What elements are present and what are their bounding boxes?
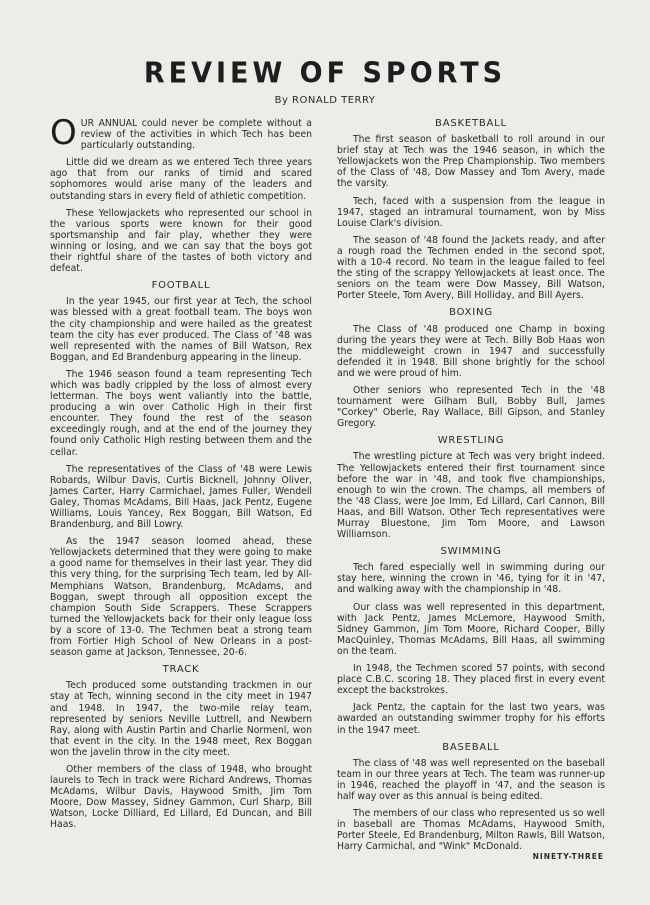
swimming-paragraph-1: Tech fared especially well in swimming during our stay here, winning the crown in '46, tying for it in '47, and walking away with the championship in '48. <box>337 562 605 596</box>
section-heading-swimming: SWIMMING <box>440 546 502 558</box>
boxing-paragraph-2: Other seniors who represented Tech in the '48 tournament were Gilham Bull, Bobby Bull, James "Corkey" Oberle, Ray Wallace, Bill Gipson, and Stanley Gregory. <box>337 384 605 430</box>
baseball-paragraph-2: The members of our class who represented us so well in baseball are Thomas McAdams, Haywood Smith, Porter Steele, Ed Brandenburg, Milton Rawls, Bill Watson, Harry Carmichal, and "Wink" McDonald. <box>337 808 605 853</box>
wrestling-paragraph-1: The wrestling picture at Tech was very bright indeed. The Yellowjackets entered their first tournament since before the war in '48, and took five championships, enough to win the crown. The champs, all members of the '48 Class, were Joe Imm, Ed Lillard, Carl Cannon, Bill Haas, and Bill Watson. Other Tech representatives were Murray Bluestone, Jim Tom Moore, and Lawson Williamson. <box>337 451 605 541</box>
intro-paragraph-2: Little did we dream as we entered Tech three years ago that from our ranks of timid and scared sophomores would arise many of the leaders and outstanding stars in every field of athletic competition. <box>50 157 312 202</box>
basketball-paragraph-1: The first season of basketball to roll around in our brief stay at Tech was the 1946 season, in which the Yellowjackets won the Prep Championship. Two members of the Class of '48, Dow Massey and Tom Avery, made the varsity. <box>337 134 605 190</box>
intro-paragraph-3: These Yellowjackets who represented our school in the various sports were known for their good sportsmanship and fair play, whether they were winning or losing, and we can say that the boys got their rightful share of the tastes of both victory and defeat. <box>50 207 312 275</box>
football-paragraph-2: The 1946 season found a team representing Tech which was badly crippled by the loss of almost every letterman. The boys went valiantly into the battle, producing a win over Catholic High in their first encounter. They found the rest of the season exceedingly rough, and at the end of the journey they found only Catholic High resting between them and the cellar. <box>50 368 312 458</box>
section-heading-baseball: BASEBALL <box>442 741 500 753</box>
basketball-paragraph-3: The season of '48 found the Jackets ready, and after a rough road the Techmen ended in the second spot, with a 10-4 record. No team in the league failed to feel the sting of the scrappy Yellowjackets at least once. The seniors on the team were Dow Massey, Bill Watson, Porter Steele, Tom Avery, Bill Holliday, and Bill Ayers. <box>337 234 605 302</box>
byline: By RONALD TERRY <box>274 95 376 106</box>
drop-cap: O <box>50 113 77 153</box>
swimming-paragraph-3: In 1948, the Techmen scored 57 points, with second place C.B.C. scoring 18. They placed first in every event except the backstrokes. <box>337 663 605 697</box>
swimming-paragraph-2: Our class was well represented in this department, with Jack Pentz, James McLemore, Haywood Smith, Sidney Gammon, Jim Tom Moore, Richard Cooper, Billy MacQuinley, Thomas McAdams, Bill Haas, all swimming on the team. <box>337 601 605 657</box>
boxing-paragraph-1: The Class of '48 produced one Champ in boxing during the years they were at Tech. Billy Bob Haas won the middleweight crown in 1947 and successfully defended it in 1948. Bill shone brightly for the school and we were proud of him. <box>337 323 605 379</box>
section-heading-boxing: BOXING <box>449 307 493 319</box>
track-paragraph-1: Tech produced some outstanding trackmen in our stay at Tech, winning second in the city meet in 1947 and 1948. In 1947, the two-mile relay team, represented by seniors Neville Luttrell, and Newbern Ray, along with Austin Partin and Charlie Normenl, won that event in the city. In the 1948 meet, Rex Boggan won the javelin throw in the city meet. <box>50 680 312 758</box>
section-heading-track: TRACK <box>162 664 200 676</box>
intro-text: UR ANNUAL could never be complete without a review of the activities in which Tech has been particularly outstanding. <box>80 118 312 152</box>
page-title: REVIEW OF SPORTS <box>143 57 507 90</box>
intro-paragraph <box>50 113 312 153</box>
basketball-paragraph-2: Tech, faced with a suspension from the league in 1947, staged an intramural tournament, won by Miss Louise Clark's division. <box>337 195 605 229</box>
section-heading-football: FOOTBALL <box>151 280 211 292</box>
swimming-paragraph-4: Jack Pentz, the captain for the last two years, was awarded an outstanding swimmer trophy for his efforts in the 1947 meet. <box>337 702 605 736</box>
right-column <box>337 118 605 858</box>
football-paragraph-3: The representatives of the Class of '48 were Lewis Robards, Wilbur Davis, Curtis Bicknell, Johnny Oliver, James Carter, Harry Carmichael, James Fuller, Wendell Galey, Thomas McAdams, Bill Haas, Jack Pentz, Eugene Williams, Louis Yancey, Rex Boggan, Bill Watson, Ed Brandenburg, and Bill Lowry. <box>50 463 312 531</box>
football-paragraph-1: In the year 1945, our first year at Tech, the school was blessed with a great football team. The boys won the city championship and were hailed as the greatest team the city has ever produced. The Class of '48 was well represented with the names of Bill Watson, Rex Boggan, and Ed Brandenburg appearing in the lineup. <box>50 296 312 363</box>
section-heading-wrestling: WRESTLING <box>437 435 505 447</box>
left-column <box>50 113 312 837</box>
section-heading-basketball: BASKETBALL <box>435 118 507 129</box>
football-paragraph-4: As the 1947 season loomed ahead, these Yellowjackets determined that they were going to make a good name for themselves in their last year. They did this very thing, for the surprising Tech team, led by All-Memphians Watson, Brandenburg, McAdams, and Boggan, swept through all opposition except the champion South Side Scrappers. These Scrappers turned the Yellowjackets back for their only league loss by a score of 13-0. The Techmen beat a strong team from Fortier High School of New Orleans in a post-season game at Jackson, Tennessee, 20-6. <box>50 536 312 659</box>
track-paragraph-2: Other members of the class of 1948, who brought laurels to Tech in track were Richard Andrews, Thomas McAdams, Wilbur Davis, Haywood Smith, Jim Tom Moore, Dow Massey, Sidney Gammon, Curl Sharp, Bill Watson, Locke Dilliard, Ed Lillard, Ed Duncan, and Bill Haas. <box>50 763 312 831</box>
baseball-paragraph-1: The class of '48 was well represented on the baseball team in our three years at Tech. The team was runner-up in 1946, reached the playoff in '47, and the season is half way over as this annual is being edited. <box>337 757 605 802</box>
page-number: NINETY-THREE <box>532 852 604 861</box>
